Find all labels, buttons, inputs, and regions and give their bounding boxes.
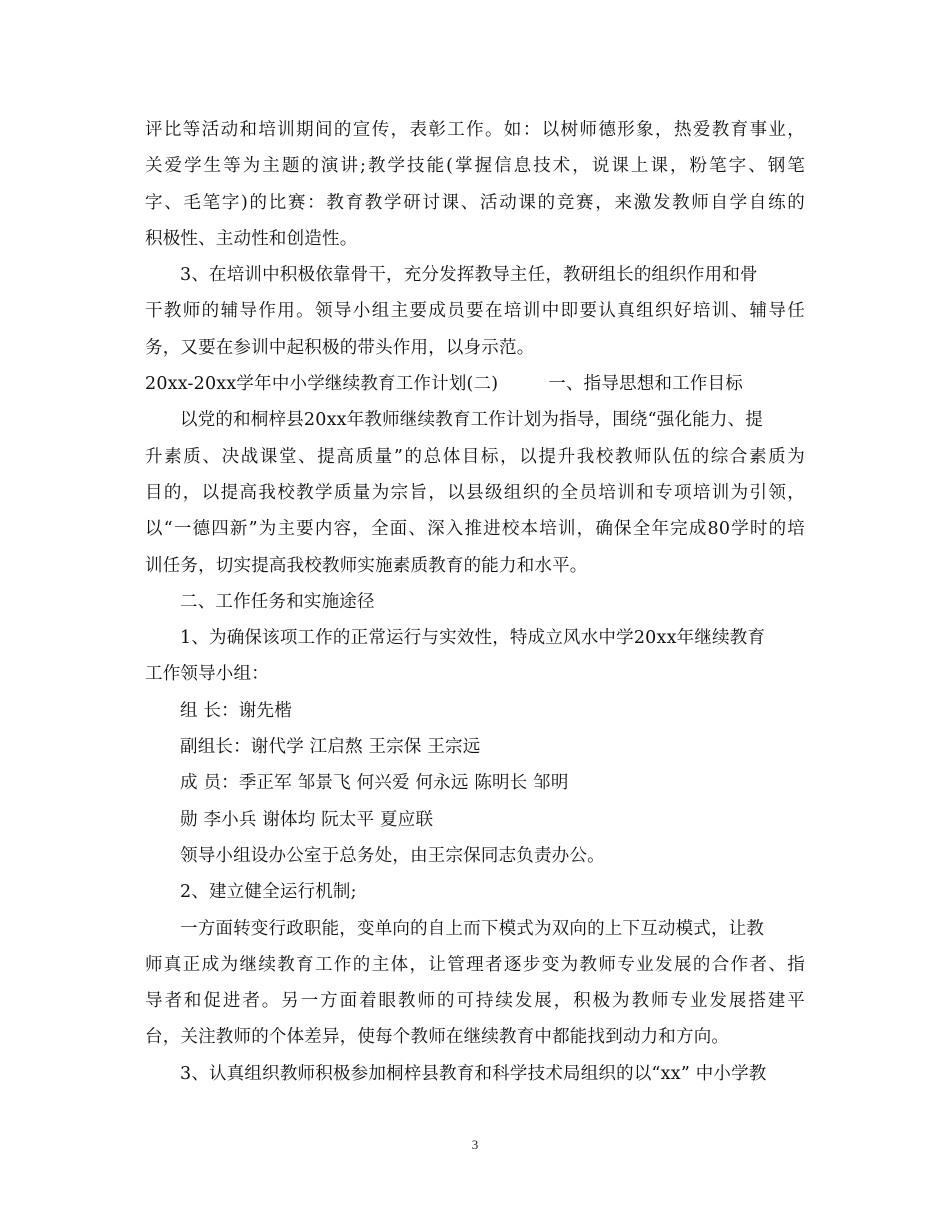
text-line: 副组长：谢代学 江启熬 王宗保 王宗远 [180,737,481,758]
section-heading: 一、指导思想和工作目标 [548,374,743,395]
text-line: 干教师的辅导作用。领导小组主要成员要在培训中即要认真组织好培训、辅导任 [145,301,805,322]
text-line: 成 员：季正军 邹景飞 何兴爱 何永远 陈明长 邹明 [180,773,569,794]
text-line: 关爱学生等为主题的演讲;教学技能(掌握信息技术，说课上课，粉笔字、钢笔 [145,156,805,177]
document-title: 20xx-20xx学年中小学继续教育工作计划(二) [145,374,499,395]
text-line: 字、毛笔字)的比赛：教育教学研讨课、活动课的竞赛，来激发教师自学自练的 [145,192,805,213]
text-line: 以党的和桐梓县20xx年教师继续教育工作计划为指导，围绕“强化能力、提 [180,410,763,431]
text-line: 2、建立健全运行机制; [180,882,357,903]
text-line: 一方面转变行政职能，变单向的自上而下模式为双向的上下互动模式，让教 [180,918,765,939]
text-line: 1、为确保该项工作的正常运行与实效性，特成立风水中学20xx年继续教育 [180,628,766,649]
page-number: 3 [471,1137,479,1152]
text-line: 以“一德四新”为主要内容，全面、深入推进校本培训，确保全年完成80学时的培 [145,519,805,540]
text-line: 3、在培训中积极依靠骨干，充分发挥教导主任，教研组长的组织作用和骨 [180,265,758,286]
text-line: 目的，以提高我校教学质量为宗旨，以县级组织的全员培训和专项培训为引领， [145,482,805,503]
text-line: 升素质、决战课堂、提高质量”的总体目标，以提升我校教师队伍的综合素质为 [145,446,805,467]
text-line: 工作领导小组： [145,664,269,685]
text-line: 台，关注教师的个体差异，使每个教师在继续教育中都能找到动力和方向。 [145,1027,730,1048]
text-line: 3、认真组织教师积极参加桐梓县教育和科学技术局组织的以“xx” 中小学教 [180,1063,767,1084]
text-line: 务，又要在参训中起积极的带头作用，以身示范。 [145,337,535,358]
text-line: 领导小组设办公室于总务处，由王宗保同志负责办公。 [180,845,605,866]
text-line: 师真正成为继续教育工作的主体，让管理者逐步变为教师专业发展的合作者、指 [145,954,805,975]
section-heading: 二、工作任务和实施途径 [180,591,375,612]
text-line: 评比等活动和培训期间的宣传，表彰工作。如：以树师德形象，热爱教育事业， [145,120,805,140]
text-line: 导者和促进者。另一方面着眼教师的可持续发展，积极为教师专业发展搭建平 [145,991,805,1012]
document-body [145,112,805,1092]
text-line: 训任务，切实提高我校教师实施素质教育的能力和水平。 [145,555,588,576]
text-line: 勋 李小兵 谢体均 阮太平 夏应联 [180,809,434,830]
section-heading-line [145,366,805,402]
text-line: 积极性、主动性和创造性。 [145,228,358,249]
text-line: 组 长：谢先楷 [180,700,292,721]
